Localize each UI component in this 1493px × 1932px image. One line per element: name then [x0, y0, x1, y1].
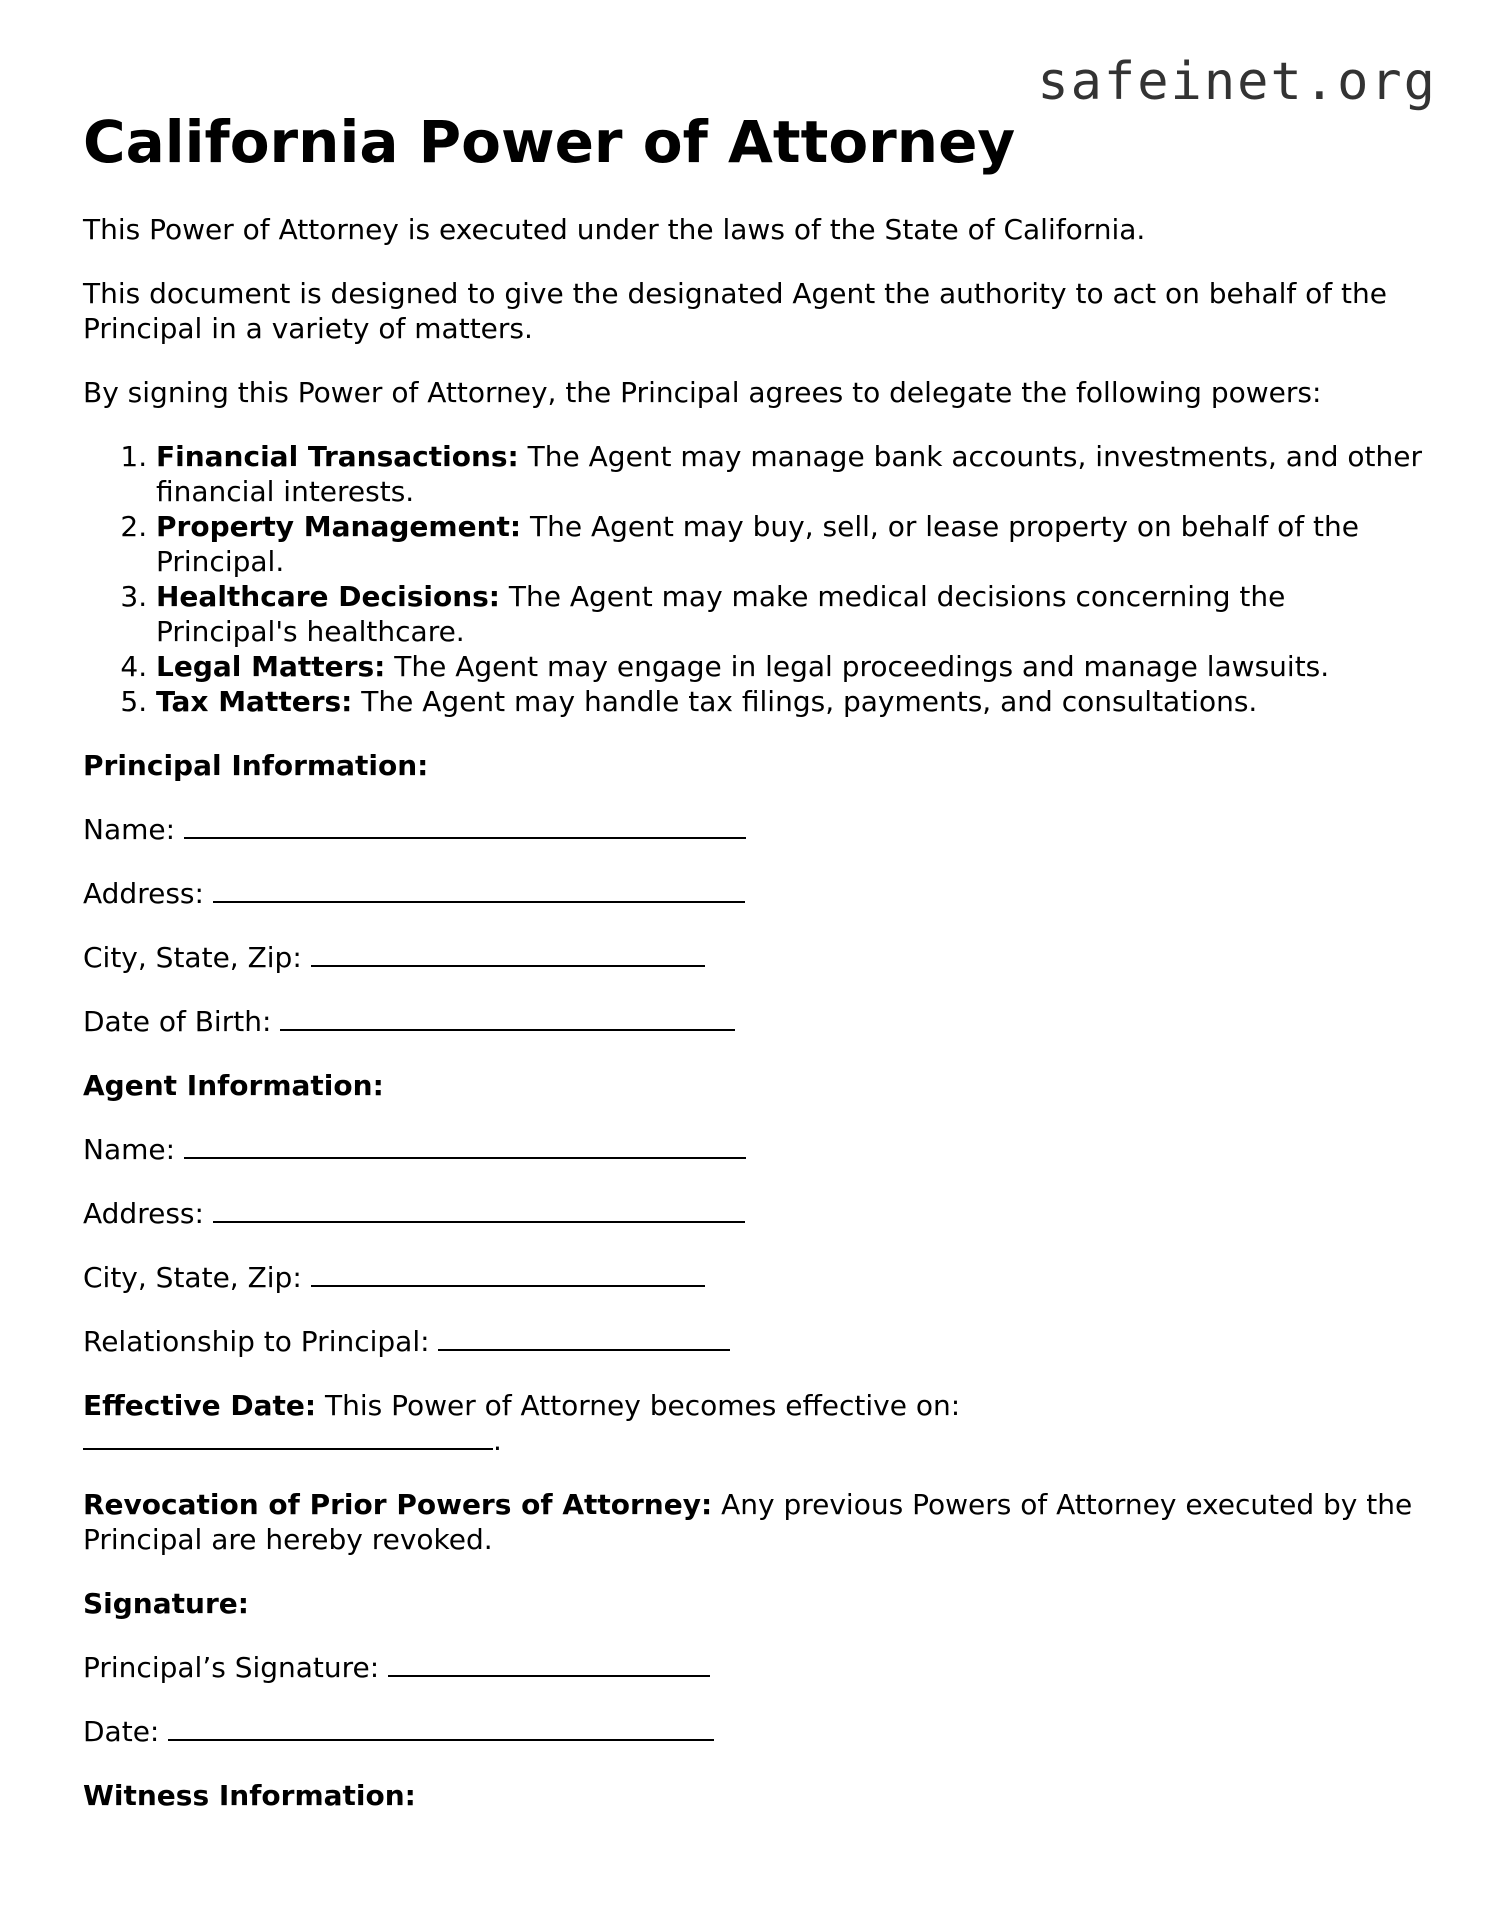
- agent-relationship-blank[interactable]: [438, 1325, 730, 1351]
- principal-name-blank[interactable]: [184, 813, 746, 839]
- field-label: Address:: [83, 877, 213, 910]
- principal-info-heading: Principal Information:: [83, 749, 429, 782]
- power-term: Tax Matters:: [156, 685, 353, 718]
- field-label: Name:: [83, 813, 184, 846]
- agent-city-field: [83, 1260, 1423, 1295]
- power-item: [156, 649, 1423, 684]
- agent-info-heading: Agent Information:: [83, 1069, 384, 1102]
- revocation-text: Any previous Powers of Attorney executed by the Principal are hereby revoked.: [83, 1488, 1413, 1556]
- power-text: The Agent may handle tax filings, payments, and consultations.: [352, 685, 1258, 718]
- power-term: Healthcare Decisions:: [156, 580, 500, 613]
- principal-city-field: [83, 940, 1423, 975]
- revocation-term: Revocation of Prior Powers of Attorney:: [83, 1488, 713, 1521]
- principal-signature-blank[interactable]: [388, 1651, 710, 1677]
- field-label: Relationship to Principal:: [83, 1325, 439, 1358]
- field-label: Principal’s Signature:: [83, 1651, 389, 1684]
- field-label: Date:: [83, 1715, 169, 1748]
- agent-relationship-field: [83, 1324, 1423, 1359]
- power-text: The Agent may engage in legal proceedings and manage lawsuits.: [385, 650, 1330, 683]
- principal-dob-field: [83, 1004, 1423, 1039]
- principal-dob-blank[interactable]: [280, 1005, 735, 1031]
- principal-name-field: [83, 812, 1423, 847]
- effective-date-text: This Power of Attorney becomes effective on:: [316, 1389, 961, 1422]
- agent-name-blank[interactable]: [184, 1133, 746, 1159]
- document-title: California Power of Attorney: [83, 108, 1016, 176]
- signature-date-blank[interactable]: [168, 1715, 714, 1741]
- power-text: The Agent may manage bank accounts, investments, and other financial interests.: [156, 440, 1422, 508]
- agent-address-blank[interactable]: [213, 1197, 745, 1223]
- field-label: City, State, Zip:: [83, 941, 311, 974]
- field-label: Address:: [83, 1197, 213, 1230]
- power-term: Financial Transactions:: [156, 440, 519, 473]
- effective-date-period: .: [493, 1424, 502, 1457]
- principal-address-field: [83, 876, 1423, 911]
- document-page: [83, 108, 1423, 1813]
- effective-date-blank[interactable]: [83, 1424, 493, 1450]
- power-term: Legal Matters:: [156, 650, 386, 683]
- power-term: Property Management:: [156, 510, 522, 543]
- field-label: Date of Birth:: [83, 1005, 281, 1038]
- power-item: [156, 439, 1423, 509]
- agent-city-blank[interactable]: [311, 1261, 705, 1287]
- power-text: The Agent may make medical decisions concerning the Principal's healthcare.: [156, 580, 1286, 648]
- signature-heading: Signature:: [83, 1587, 249, 1620]
- power-item: [156, 579, 1423, 649]
- revocation-paragraph: [83, 1487, 1413, 1557]
- power-item: [156, 684, 1423, 719]
- intro-paragraph-1: This Power of Attorney is executed under the laws of the State of California.: [83, 213, 1146, 246]
- powers-list: [83, 439, 1423, 719]
- watermark: safeinet.org: [1037, 52, 1437, 112]
- effective-date-paragraph: [83, 1388, 1423, 1458]
- witness-info-heading: Witness Information:: [83, 1779, 416, 1812]
- intro-paragraph-3: By signing this Power of Attorney, the Principal agrees to delegate the following powers:: [83, 376, 1322, 409]
- power-item: [156, 509, 1423, 579]
- agent-address-field: [83, 1196, 1423, 1231]
- principal-signature-field: [83, 1650, 1423, 1685]
- principal-address-blank[interactable]: [213, 877, 745, 903]
- field-label: Name:: [83, 1133, 184, 1166]
- signature-date-field: [83, 1714, 1423, 1749]
- field-label: City, State, Zip:: [83, 1261, 311, 1294]
- intro-paragraph-2: This document is designed to give the designated Agent the authority to act on behalf of the Principal in a variety of matters.: [83, 277, 1388, 345]
- agent-name-field: [83, 1132, 1423, 1167]
- principal-city-blank[interactable]: [311, 941, 705, 967]
- power-text: The Agent may buy, sell, or lease property on behalf of the Principal.: [156, 510, 1359, 578]
- effective-date-term: Effective Date:: [83, 1389, 317, 1422]
